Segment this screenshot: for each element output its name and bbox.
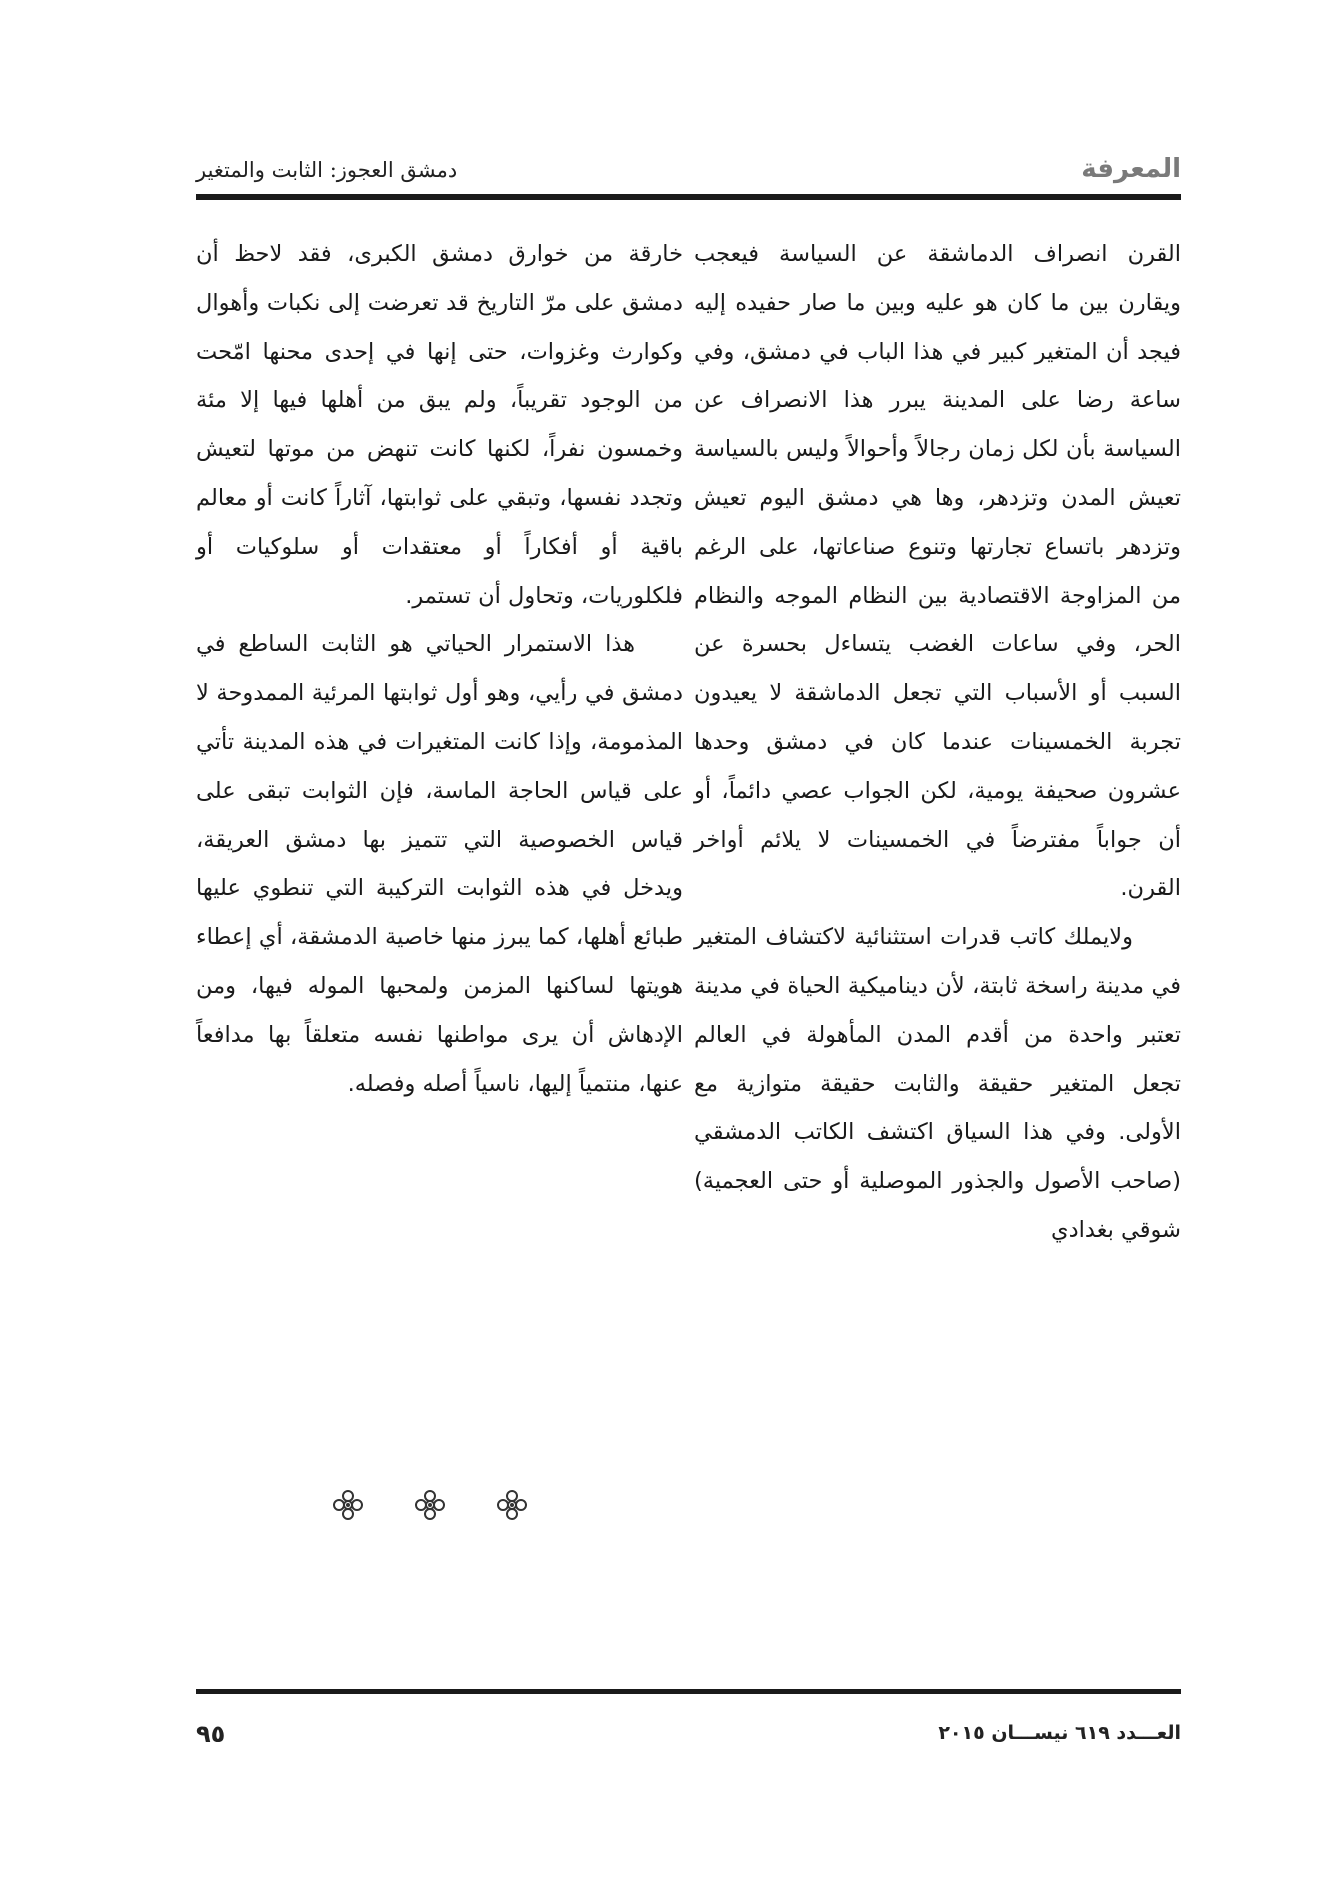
section-end-ornaments <box>330 1487 530 1527</box>
right-column-paragraph-1: القرن انصراف الدماشقة عن السياسة فيعجب ويقارن بين ما كان هو عليه وبين ما صار حفيده إليه فيجد أن المتغير كبير في هذا الباب في دمشق، وفي ساعة رضا على المدينة يبرر هذا الانصراف عن السياسة بأن لكل زمان رجالاً وأحوالاً وليس بالسياسة تعيش المدن وتزدهر، وها هي دمشق اليوم تعيش وتزدهر باتساع تجارتها وتنوع صناعاتها، على الرغم من المزاوجة الاقتصادية بين النظام الموجه والنظام الحر، وفي ساعات الغضب يتساءل بحسرة عن السبب أو الأسباب التي تجعل الدماشقة لا يعيدون تجربة الخمسينات عندما كان في دمشق وحدها عشرون صحيفة يومية، لكن الجواب عصي دائماً، أو أن جواباً مفترضاً في الخمسينات لا يلائم أواخر القرن. <box>694 241 1181 902</box>
flower-ornament-icon <box>330 1487 366 1523</box>
issue-info: العـــدد ٦١٩ نيســـان ٢٠١٥ <box>938 1722 1181 1744</box>
bottom-rule <box>196 1689 1181 1694</box>
journal-logo: المعرفة <box>1081 154 1181 184</box>
page-number: ٩٥ <box>196 1720 226 1748</box>
top-rule <box>196 194 1181 200</box>
left-column-paragraph-2: هذا الاستمرار الحياتي هو الثابت الساطع في دمشق في رأيي، وهو أول ثوابتها المرئية الممدوحة لا المذمومة، وإذا كانت المتغيرات في هذه المدينة تأتي على قياس الحاجة الماسة، فإن الثوابت تبقى على قياس الخصوصية التي تتميز بها دمشق العريقة، ويدخل في هذه الثوابت التركيبة التي تنطوي عليها طبائع أهلها، كما يبرز منها خاصية الدمشقة، أي إعطاء هويتها لساكنها المزمن ولمحبها الموله فيها، ومن الإدهاش أن يرى مواطنها نفسه متعلقاً بها مدافعاً عنها، منتمياً إليها، ناسياً أصله وفصله. <box>196 631 683 1097</box>
running-title: دمشق العجوز: الثابت والمتغير <box>196 158 458 182</box>
right-column-paragraph-2: ولايملك كاتب قدرات استثنائية لاكتشاف المتغير في مدينة راسخة ثابتة، لأن ديناميكية الحياة في مدينة تعتبر واحدة من أقدم المدن المأهولة في العالم تجعل المتغير حقيقة والثابت حقيقة متوازية مع الأولى. وفي هذا السياق اكتشف الكاتب الدمشقي (صاحب الأصول والجذور الموصلية أو حتى العجمية) شوقي بغدادي <box>694 924 1181 1243</box>
right-column <box>694 230 1181 1255</box>
running-head <box>196 148 1181 190</box>
left-column <box>196 230 683 1108</box>
flower-ornament-icon <box>412 1487 448 1523</box>
flower-ornament-icon <box>494 1487 530 1523</box>
left-column-paragraph-1: خارقة من خوارق دمشق الكبرى، فقد لاحظ أن دمشق على مرّ التاريخ قد تعرضت إلى نكبات وأهوال وكوارث وغزوات، حتى إنها في إحدى محنها امّحت من الوجود تقريباً، ولم يبق من أهلها فيها إلا مئة وخمسون نفراً، لكنها كانت تنهض من موتها لتعيش وتجدد نفسها، وتبقي على ثوابتها، آثاراً كانت أو معالم باقية أو أفكاراً أو معتقدات أو سلوكيات أو فلكلوريات، وتحاول أن تستمر. <box>196 241 683 609</box>
